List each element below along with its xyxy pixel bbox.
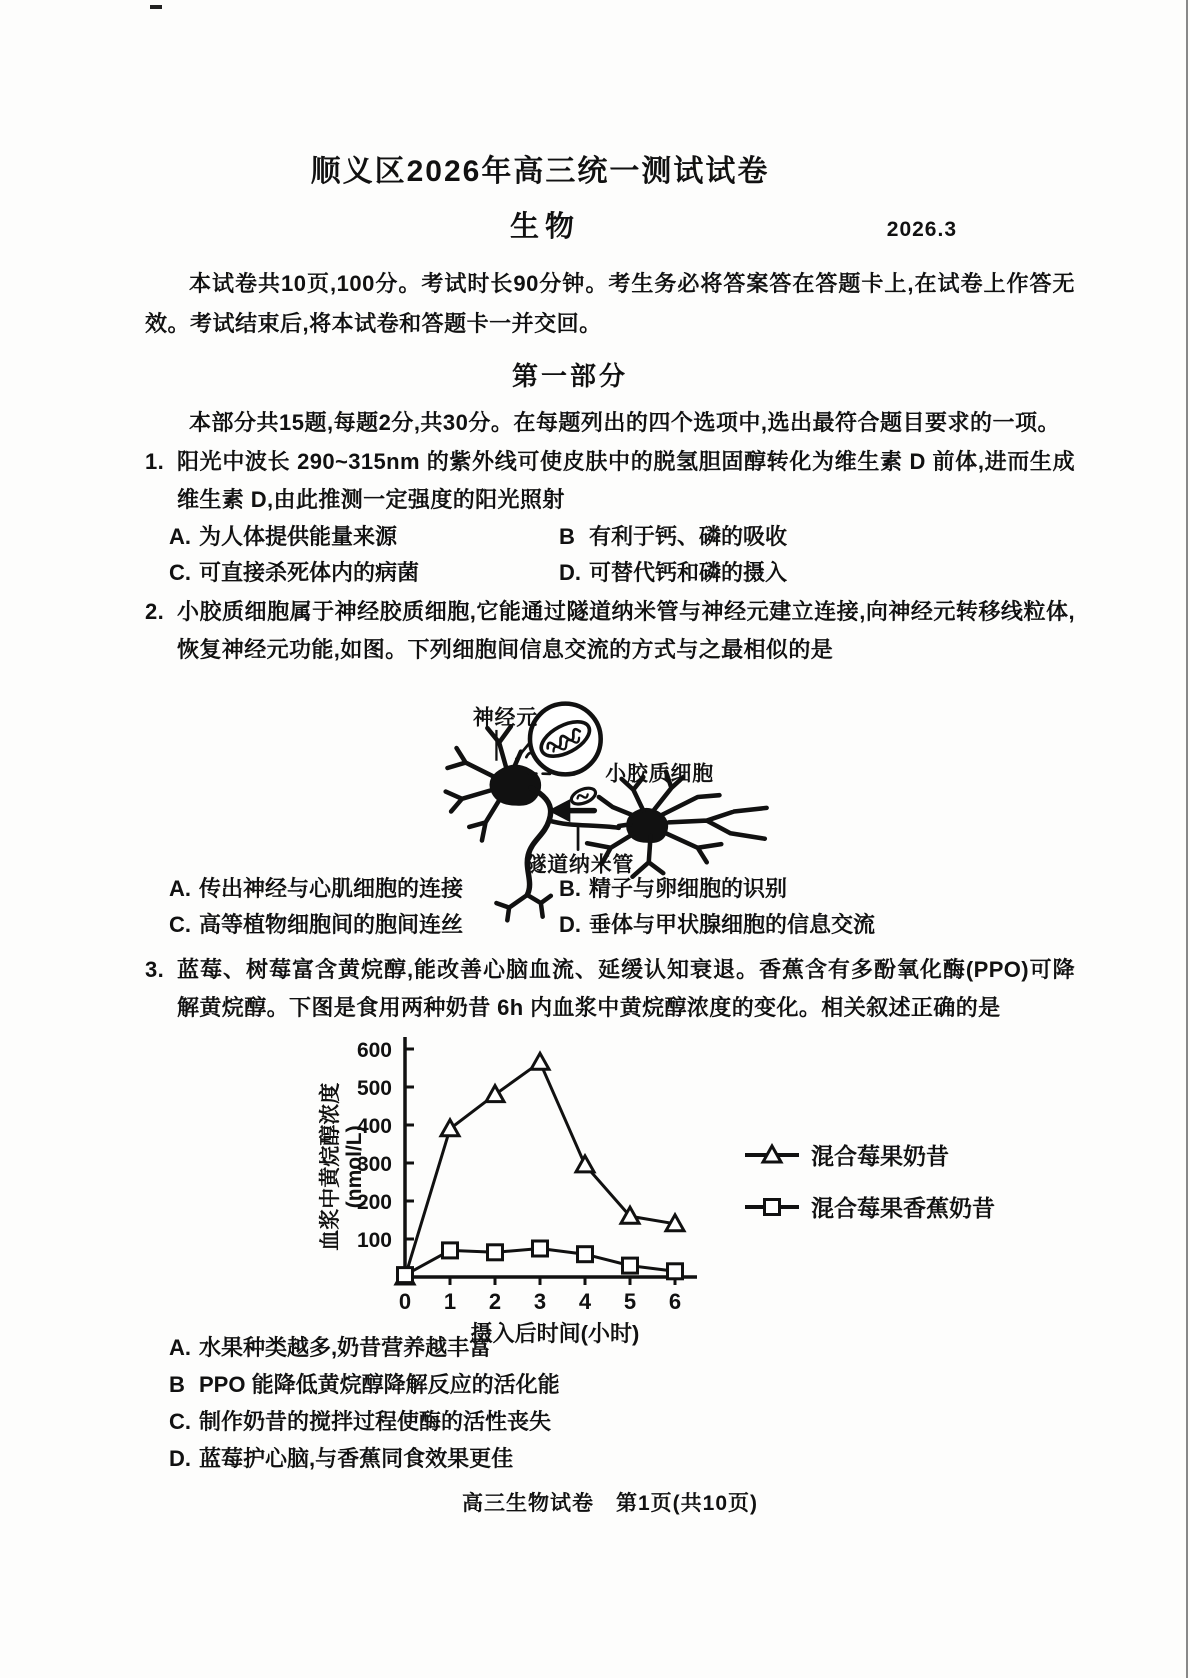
- scan-edge-line: [1186, 0, 1188, 1678]
- x-tick-label: 0: [398, 1289, 412, 1314]
- x-axis-title: 摄入后时间(小时): [470, 1321, 640, 1346]
- y-tick-label: 200: [356, 1191, 392, 1214]
- question-3-number: 3.: [145, 957, 165, 982]
- microglia-label: 小胶质细胞: [605, 762, 714, 786]
- neuron-label: 神经元: [472, 706, 539, 730]
- subject-title: 生物: [509, 211, 580, 243]
- q3-option-d: D. 蓝莓护心脑,与香蕉同食效果更佳: [169, 1446, 514, 1471]
- x-tick-label: 3: [533, 1289, 547, 1314]
- triangle-marker: [531, 1053, 549, 1069]
- y-tick-label: 400: [356, 1115, 392, 1138]
- x-tick-label: 1: [443, 1289, 457, 1314]
- q2-option-b: B. 精子与卵细胞的识别: [559, 876, 788, 901]
- question-2: [145, 593, 1075, 669]
- square-marker: [668, 1264, 683, 1279]
- y-tick-label: 500: [356, 1077, 392, 1100]
- square-marker: [623, 1258, 638, 1273]
- part1-heading: 第一部分: [511, 361, 628, 391]
- subject-row: [145, 204, 1075, 242]
- x-tick-label: 2: [488, 1289, 502, 1314]
- page-footer: 高三生物试卷 第1页(共10页): [461, 1492, 759, 1515]
- x-tick-label: 4: [578, 1289, 592, 1314]
- exam-date: 2026.3: [886, 218, 957, 241]
- question-2-stem: 小胶质细胞属于神经胶质细胞,它能通过隧道纳米管与神经元建立连接,向神经元转移线粒体,恢复神经元功能,如图。下列细胞间信息交流的方式与之最相似的是: [177, 599, 1075, 662]
- q3-option-c: C. 制作奶昔的搅拌过程使酶的活性丧失: [169, 1409, 552, 1434]
- question-1-options: [145, 519, 1075, 591]
- exam-instructions: 本试卷共10页,100分。考试时长90分钟。考生务必将答案答在答题卡上,在试卷上作答无效。考试结束后,将本试卷和答题卡一并交回。: [145, 271, 1075, 336]
- q1-option-b: B 有利于钙、磷的吸收: [559, 524, 788, 549]
- square-marker: [533, 1241, 548, 1256]
- square-marker: [765, 1200, 780, 1215]
- q3-option-b: B PPO 能降低黄烷醇降解反应的活化能: [169, 1372, 560, 1397]
- question-3-stem: 蓝莓、树莓富含黄烷醇,能改善心脑血流、延缓认知衰退。香蕉含有多酚氧化酶(PPO)可降解黄烷醇。下图是食用两种奶昔 6h 内血浆中黄烷醇浓度的变化。相关叙述正确的是: [177, 957, 1075, 1020]
- q2-option-d: D. 垂体与甲状腺细胞的信息交流: [559, 912, 876, 937]
- square-marker: [578, 1247, 593, 1262]
- q1-option-c: C. 可直接杀死体内的病菌: [169, 560, 420, 585]
- square-marker: [398, 1268, 413, 1283]
- square-marker: [443, 1243, 458, 1258]
- question-3-options: [145, 1329, 1075, 1477]
- x-tick-label: 6: [668, 1289, 682, 1314]
- y-tick-label: 300: [356, 1153, 392, 1176]
- legend-label: 混合莓果奶昔: [811, 1143, 949, 1169]
- legend-label: 混合莓果香蕉奶昔: [811, 1195, 995, 1221]
- y-axis-title: 血浆中黄烷醇浓度(nmol/L): [319, 1082, 366, 1251]
- question-2-options: [145, 871, 1075, 943]
- page-title: 顺义区2026年高三统一测试试卷: [310, 155, 770, 188]
- question-3: [145, 951, 1075, 1027]
- triangle-marker: [486, 1086, 504, 1102]
- q2-option-c: C. 高等植物细胞间的胞间连丝: [169, 912, 464, 937]
- flavanol-chart: [305, 1027, 1075, 1346]
- q3-option-a: A. 水果种类越多,奶昔营养越丰富: [169, 1335, 492, 1360]
- q2-option-a: A. 传出神经与心肌细胞的连接: [169, 876, 464, 901]
- flavanol-chart-svg: [305, 1027, 1125, 1346]
- question-1-stem: 阳光中波长 290~315nm 的紫外线可使皮肤中的脱氢胆固醇转化为维生素 D 前体,进而生成维生素 D,由此推测一定强度的阳光照射: [177, 449, 1075, 512]
- q1-option-d: D. 可替代钙和磷的摄入: [559, 560, 788, 585]
- question-1-number: 1.: [145, 449, 165, 474]
- part1-description: 本部分共15题,每题2分,共30分。在每题列出的四个选项中,选出最符合题目要求的一项。: [189, 410, 1061, 435]
- question-2-number: 2.: [145, 599, 165, 624]
- nanotube-label: 隧道纳米管: [525, 853, 635, 877]
- square-marker: [488, 1245, 503, 1260]
- y-tick-label: 600: [356, 1039, 392, 1062]
- question-1: [145, 443, 1075, 519]
- triangle-marker: [576, 1156, 594, 1172]
- y-tick-label: 100: [356, 1229, 392, 1252]
- x-tick-label: 5: [623, 1289, 637, 1314]
- q1-option-a: A. 为人体提供能量来源: [169, 524, 398, 549]
